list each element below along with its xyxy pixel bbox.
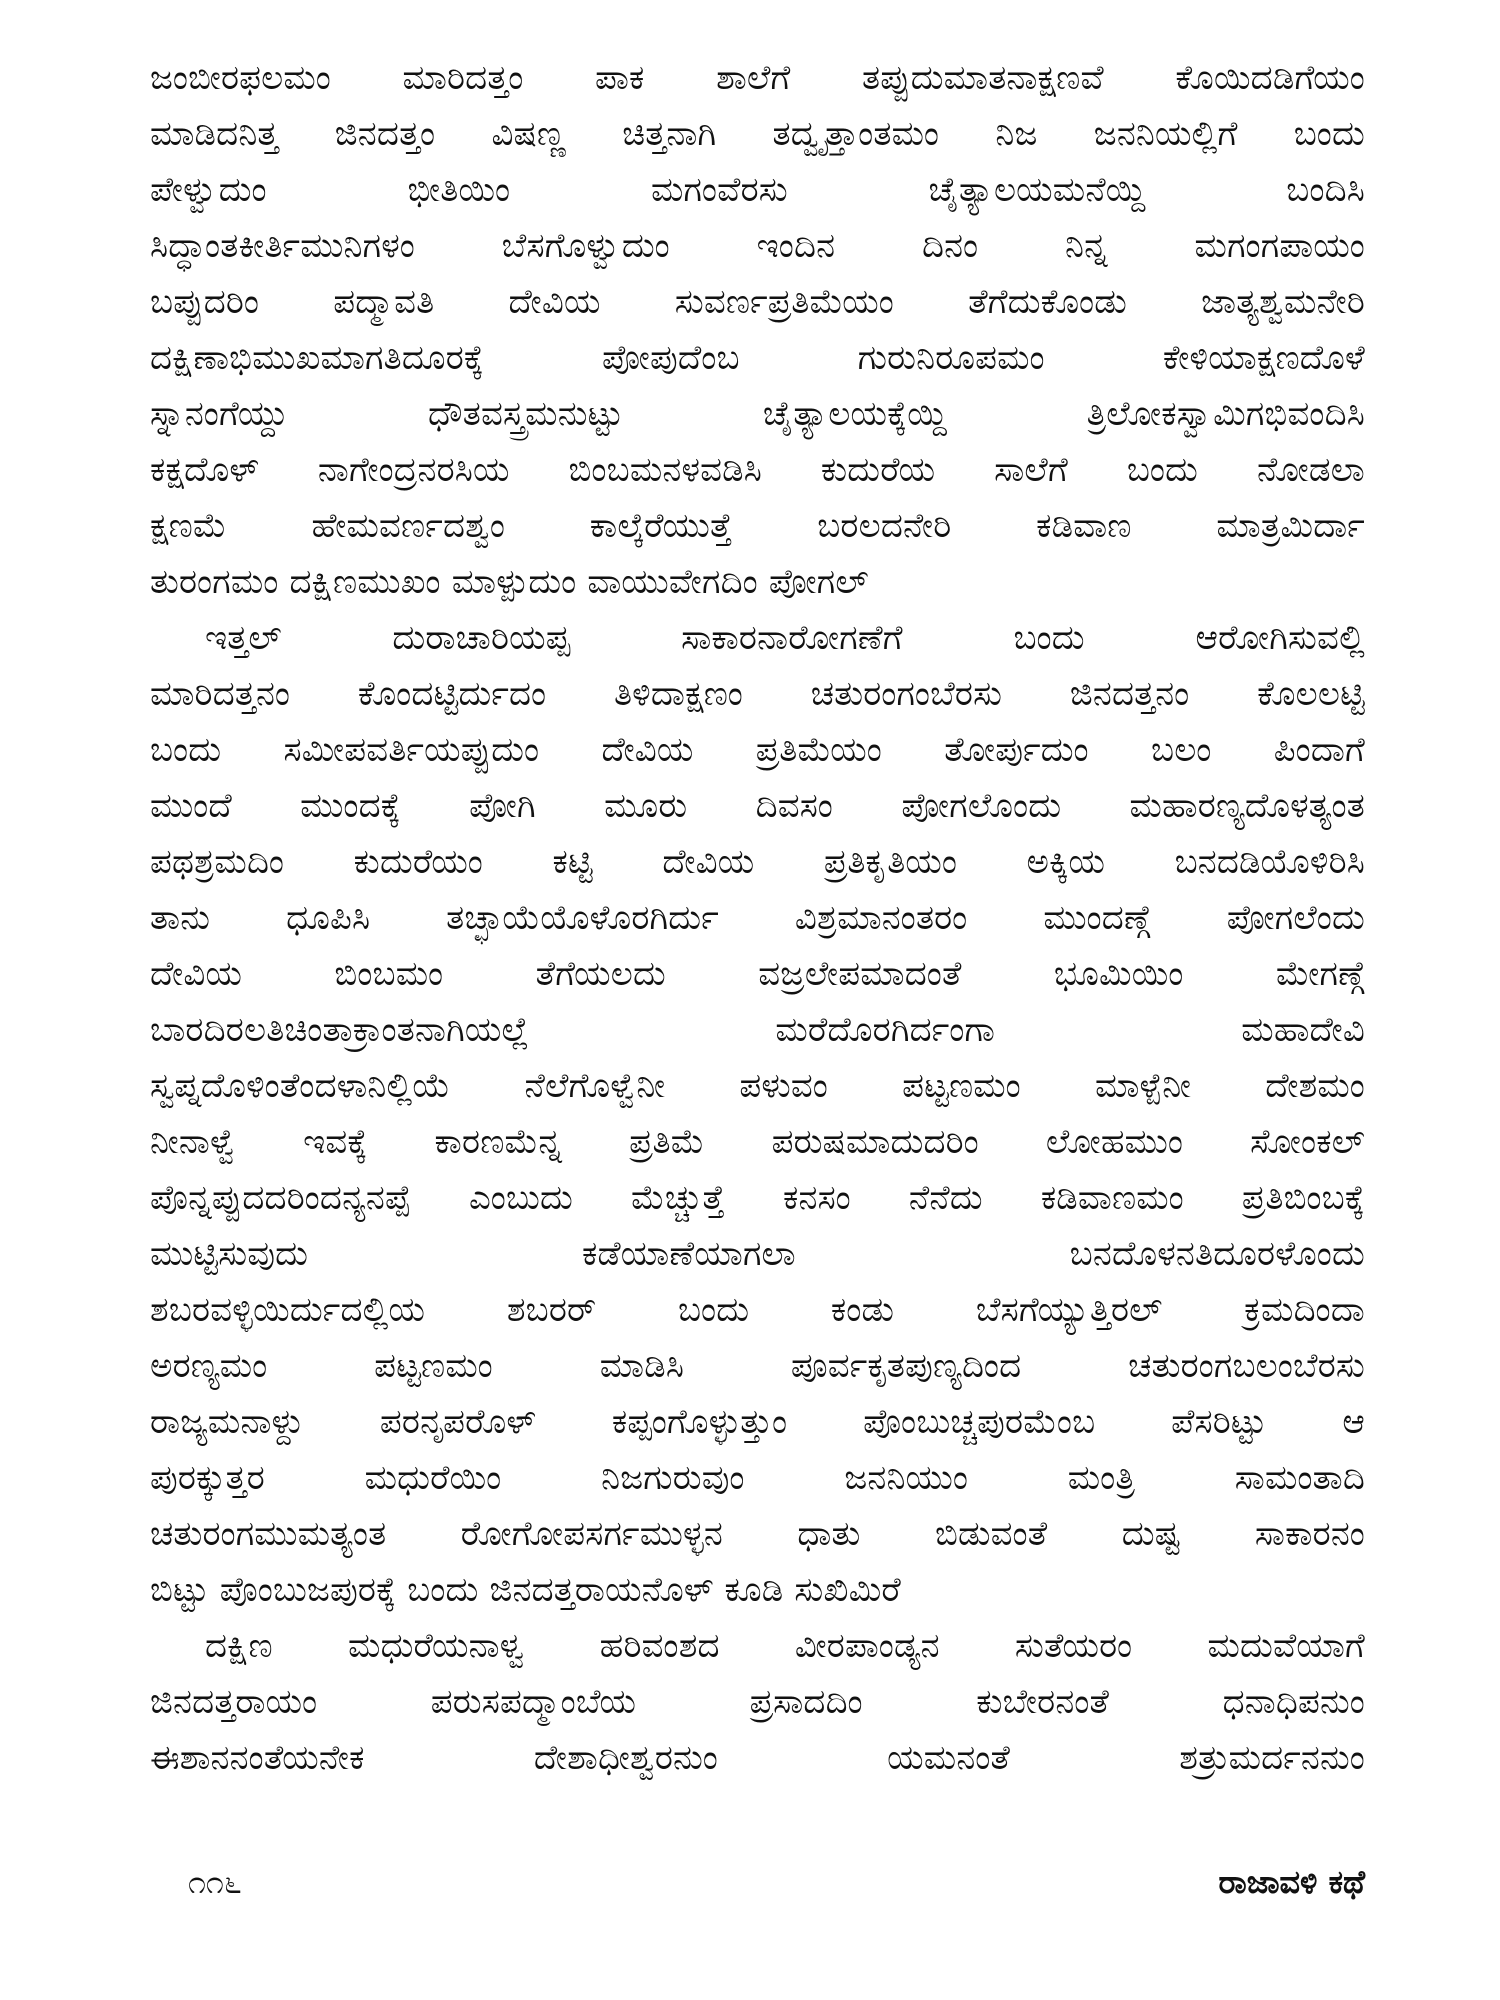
text-line: ಬಿಟ್ಟು ಪೊಂಬುಜಪುರಕ್ಕೆ ಬಂದು ಜಿನದತ್ತರಾಯನೊಳ್ ಕೂಡಿ ಸುಖಿಮಿರೆ bbox=[150, 1570, 901, 1610]
text-line: ಪಥಶ್ರಮದಿಂ ಕುದುರೆಯಂ ಕಟ್ಟಿ ದೇವಿಯ ಪ್ರತಿಕೃತಿಯಂ ಅಕ್ಕಿಯ ಬನದಡಿಯೊಳಿರಿಸಿ bbox=[150, 842, 1365, 882]
text-line: ಬಪ್ಪುದರಿಂ ಪದ್ಮಾವತಿ ದೇವಿಯ ಸುವರ್ಣಪ್ರತಿಮೆಯಂ ತೆಗೆದುಕೊಂಡು ಜಾತ್ಯಶ್ವಮನೇರಿ bbox=[150, 282, 1365, 322]
page-number: ೧೧೬ bbox=[188, 1863, 242, 1901]
text-line: ದಕ್ಷಿಣಾಭಿಮುಖಮಾಗತಿದೂರಕ್ಕೆ ಪೋಪುದೆಂಬ ಗುರುನಿರೂಪಮಂ ಕೇಳಿಯಾಕ್ಷಣದೊಳೆ bbox=[150, 338, 1365, 378]
text-line: ದೇವಿಯ ಬಿಂಬಮಂ ತೆಗೆಯಲದು ವಜ್ರಲೇಪಮಾದಂತೆ ಭೂಮಿಯಿಂ ಮೇಗಣ್ಗೆ bbox=[150, 954, 1365, 994]
text-line: ರಾಜ್ಯಮನಾಳ್ದು ಪರನೃಪರೊಳ್ ಕಪ್ಪಂಗೊಳ್ಳುತ್ತುಂ ಪೊಂಬುಚ್ಚಪುರಮೆಂಬ ಪೆಸರಿಟ್ಟು ಆ bbox=[150, 1402, 1365, 1442]
text-line: ಈಶಾನನಂತೆಯನೇಕ ದೇಶಾಧೀಶ್ವರನುಂ ಯಮನಂತೆ ಶತ್ರುಮರ್ದನನುಂ bbox=[150, 1738, 1365, 1778]
paragraph-start-line: ಇತ್ತಲ್ ದುರಾಚಾರಿಯಪ್ಪ ಸಾಕಾರನಾರೋಗಣೆಗೆ ಬಂದು ಆರೋಗಿಸುವಲ್ಲಿ bbox=[205, 618, 1365, 658]
text-line: ಪೇಳ್ವುದುಂ ಭೀತಿಯಿಂ ಮಗಂವೆರಸು ಚೈತ್ಯಾಲಯಮನೆಯ್ದಿ ಬಂದಿಸಿ bbox=[150, 170, 1365, 210]
text-line: ಜಿನದತ್ತರಾಯಂ ಪರುಸಪದ್ಮಾಂಬೆಯ ಪ್ರಸಾದದಿಂ ಕುಬೇರನಂತೆ ಧನಾಧಿಪನುಂ bbox=[150, 1682, 1365, 1722]
text-line: ತುರಂಗಮಂ ದಕ್ಷಿಣಮುಖಂ ಮಾಳ್ಪುದುಂ ವಾಯುವೇಗದಿಂ ಪೋಗಲ್ bbox=[150, 562, 869, 602]
page-footer bbox=[150, 1862, 1365, 1902]
text-line: ಶಬರವಳ್ಳಿಯಿರ್ದುದಲ್ಲಿಯ ಶಬರರ್ ಬಂದು ಕಂಡು ಬೆಸಗೆಯ್ಯುತ್ತಿರಲ್ ಕ್ರಮದಿಂದಾ bbox=[150, 1290, 1365, 1330]
text-line: ಸಿದ್ಧಾಂತಕೀರ್ತಿಮುನಿಗಳಂ ಬೆಸಗೊಳ್ವುದುಂ ಇಂದಿನ ದಿನಂ ನಿನ್ನ ಮಗಂಗಪಾಯಂ bbox=[150, 226, 1365, 266]
text-line: ಪೊನ್ನಪ್ಪುದದರಿಂದನ್ಯನಪ್ಪೆ ಎಂಬುದು ಮೆಚ್ಚುತ್ತೆ ಕನಸಂ ನೆನೆದು ಕಡಿವಾಣಮಂ ಪ್ರತಿಬಿಂಬಕ್ಕೆ bbox=[150, 1178, 1365, 1218]
text-line: ಮುಟ್ಟಿಸುವುದು ಕಡೆಯಾಣೆಯಾಗಲಾ ಬನದೊಳನತಿದೂರಳೊಂದು bbox=[150, 1234, 1365, 1274]
text-line: ಬಾರದಿರಲತಿಚಿಂತಾಕ್ರಾಂತನಾಗಿಯಲ್ಲೆ ಮರೆದೊರಗಿರ್ದಂಗಾ ಮಹಾದೇವಿ bbox=[150, 1010, 1365, 1050]
text-line: ಸ್ನಾನಂಗೆಯ್ದು ಧೌತವಸ್ತ್ರಮನುಟ್ಟು ಚೈತ್ಯಾಲಯಕ್ಕೆಯ್ದಿ ತ್ರಿಲೋಕಸ್ವಾಮಿಗಭಿವಂದಿಸಿ bbox=[150, 394, 1365, 434]
text-line: ಕಕ್ಷದೊಳ್ ನಾಗೇಂದ್ರನರಸಿಯ ಬಿಂಬಮನಳವಡಿಸಿ ಕುದುರೆಯ ಸಾಲೆಗೆ ಬಂದು ನೋಡಲಾ bbox=[150, 450, 1365, 490]
body-text bbox=[150, 50, 1365, 1786]
text-line: ನೀನಾಳ್ವೆ ಇವಕ್ಕೆ ಕಾರಣಮೆನ್ನ ಪ್ರತಿಮೆ ಪರುಷಮಾದುದರಿಂ ಲೋಹಮುಂ ಸೋಂಕಲ್ bbox=[150, 1122, 1365, 1162]
text-line: ಮುಂದೆ ಮುಂದಕ್ಕೆ ಪೋಗಿ ಮೂರು ದಿವಸಂ ಪೋಗಲೊಂದು ಮಹಾರಣ್ಯದೊಳತ್ಯಂತ bbox=[150, 786, 1365, 826]
running-title: ರಾಜಾವಳಿ ಕಥೆ bbox=[1218, 1863, 1365, 1901]
text-line: ಪುರಕ್ಕುತ್ತರ ಮಧುರೆಯಿಂ ನಿಜಗುರುವುಂ ಜನನಿಯುಂ ಮಂತ್ರಿ ಸಾಮಂತಾದಿ bbox=[150, 1458, 1365, 1498]
text-line: ಕ್ಷಣಮೆ ಹೇಮವರ್ಣದಶ್ವಂ ಕಾಲ್ಕೆರೆಯುತ್ತೆ ಬರಲದನೇರಿ ಕಡಿವಾಣ ಮಾತ್ರಮಿರ್ದಾ bbox=[150, 506, 1365, 546]
text-line: ಅರಣ್ಯಮಂ ಪಟ್ಟಣಮಂ ಮಾಡಿಸಿ ಪೂರ್ವಕೃತಪುಣ್ಯದಿಂದ ಚತುರಂಗಬಲಂಬೆರಸು bbox=[150, 1346, 1365, 1386]
text-line: ಚತುರಂಗಮುಮತ್ಯಂತ ರೋಗೋಪಸರ್ಗಮುಳ್ಳನ ಧಾತು ಬಿಡುವಂತೆ ದುಷ್ಟ ಸಾಕಾರನಂ bbox=[150, 1514, 1365, 1554]
text-line: ತಾನು ಧೂಪಿಸಿ ತಚ್ಛಾಯೆಯೊಳೊರಗಿರ್ದು ವಿಶ್ರಮಾನಂತರಂ ಮುಂದಣ್ಗೆ ಪೋಗಲೆಂದು bbox=[150, 898, 1365, 938]
text-line: ಜಂಬೀರಫಲಮಂ ಮಾರಿದತ್ತಂ ಪಾಕ ಶಾಲೆಗೆ ತಪ್ಪುದುಮಾತನಾಕ್ಷಣವೆ ಕೊಯಿದಡಿಗೆಯಂ bbox=[150, 58, 1365, 98]
paragraph-start-line: ದಕ್ಷಿಣ ಮಧುರೆಯನಾಳ್ವ ಹರಿವಂಶದ ವೀರಪಾಂಡ್ಯನ ಸುತೆಯರಂ ಮದುವೆಯಾಗೆ bbox=[205, 1626, 1365, 1666]
text-line: ಮಾಡಿದನಿತ್ತ ಜಿನದತ್ತಂ ವಿಷಣ್ಣ ಚಿತ್ತನಾಗಿ ತದ್ವೃತ್ತಾಂತಮಂ ನಿಜ ಜನನಿಯಲ್ಲಿಗೆ ಬಂದು bbox=[150, 114, 1365, 154]
text-line: ಮಾರಿದತ್ತನಂ ಕೊಂದಟ್ಟಿರ್ದುದಂ ತಿಳಿದಾಕ್ಷಣಂ ಚತುರಂಗಂಬೆರಸು ಜಿನದತ್ತನಂ ಕೊಲಲಟ್ಟಿ bbox=[150, 674, 1365, 714]
text-line: ಸ್ವಪ್ನದೊಳಿಂತೆಂದಳಾನಿಲ್ಲಿಯೆ ನೆಲೆಗೊಳ್ವೆನೀ ಪಳುವಂ ಪಟ್ಟಣಮಂ ಮಾಳ್ಪೆನೀ ದೇಶಮಂ bbox=[150, 1066, 1365, 1106]
text-line: ಬಂದು ಸಮೀಪವರ್ತಿಯಪ್ಪುದುಂ ದೇವಿಯ ಪ್ರತಿಮೆಯಂ ತೋರ್ಪುದುಂ ಬಲಂ ಪಿಂದಾಗೆ bbox=[150, 730, 1365, 770]
